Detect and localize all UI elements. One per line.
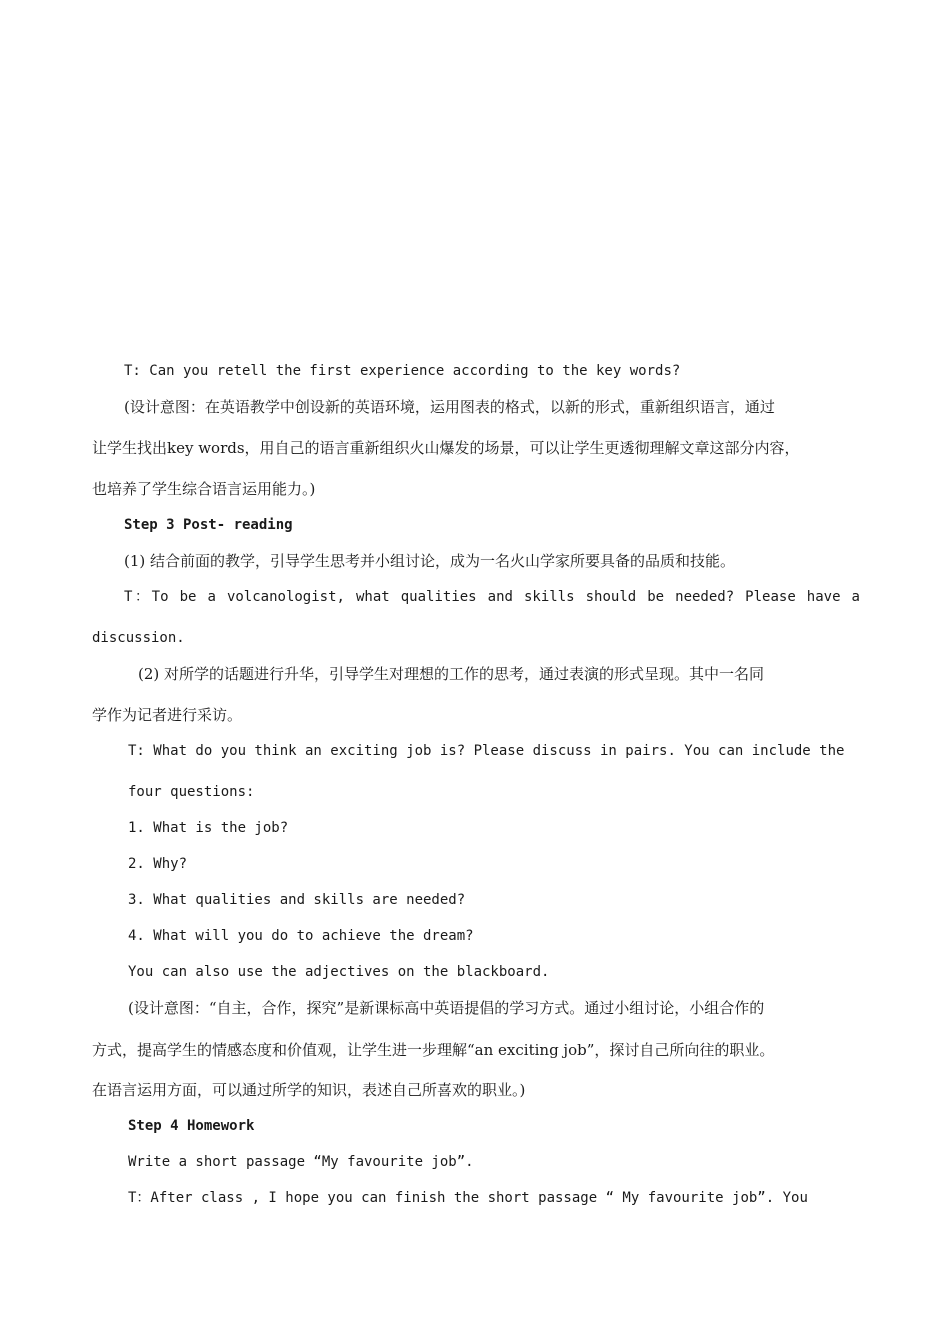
question-item: 3. What qualities and skills are needed? <box>128 892 466 908</box>
teacher-exciting-job-line-2: four questions: <box>128 784 255 800</box>
step-4-heading: Step 4 Homework <box>128 1118 255 1134</box>
teacher-after-class: T：After class , I hope you can finish the short passage “ My favourite job”. You <box>128 1190 808 1206</box>
step-3-item-2-line-2: 学作为记者进行采访。 <box>92 706 243 724</box>
design-intent-2-line-3: 在语言运用方面，可以通过所学的知识，表述自己所喜欢的职业。) <box>92 1081 526 1099</box>
question-item: 2. Why? <box>128 856 188 872</box>
teacher-exciting-job-line-1: T: What do you think an exciting job is? Please discuss in pairs. You can include the <box>128 743 845 759</box>
step-3-heading: Step 3 Post- reading <box>124 517 293 533</box>
teacher-volcanologist-question-line-2: discussion. <box>92 630 185 646</box>
question-item: 4. What will you do to achieve the dream? <box>128 928 474 944</box>
adjectives-note: You can also use the adjectives on the blackboard. <box>128 964 550 980</box>
design-intent-1-line-2: 让学生找出key words，用自己的语言重新组织火山爆发的场景，可以让学生更透彻理解文章这部分内容， <box>92 439 800 457</box>
teacher-retell-question: T: Can you retell the first experience according to the key words? <box>124 363 681 379</box>
step-3-item-2-line-1: (2) 对所学的话题进行升华，引导学生对理想的工作的思考，通过表演的形式呈现。其中一名同 <box>138 665 765 683</box>
question-item: 1. What is the job? <box>128 820 289 836</box>
design-intent-2-line-2: 方式，提高学生的情感态度和价值观，让学生进一步理解“an exciting job”，探讨自己所向往的职业。 <box>92 1041 775 1059</box>
design-intent-1-line-1: (设计意图：在英语教学中创设新的英语环境，运用图表的格式，以新的形式，重新组织语言，通过 <box>124 398 775 416</box>
design-intent-1-line-3: 也培养了学生综合语言运用能力。) <box>92 480 316 498</box>
design-intent-2-line-1: (设计意图：“自主，合作，探究”是新课标高中英语提倡的学习方式。通过小组讨论，小组合作的 <box>128 999 765 1017</box>
teacher-volcanologist-question-line-1: T：To be a volcanologist, what qualities and skills should be needed? Please have a <box>124 589 860 605</box>
step-3-item-1: (1) 结合前面的教学，引导学生思考并小组讨论，成为一名火山学家所要具备的品质和技能。 <box>124 552 736 570</box>
homework-task: Write a short passage “My favourite job”. <box>128 1154 474 1170</box>
